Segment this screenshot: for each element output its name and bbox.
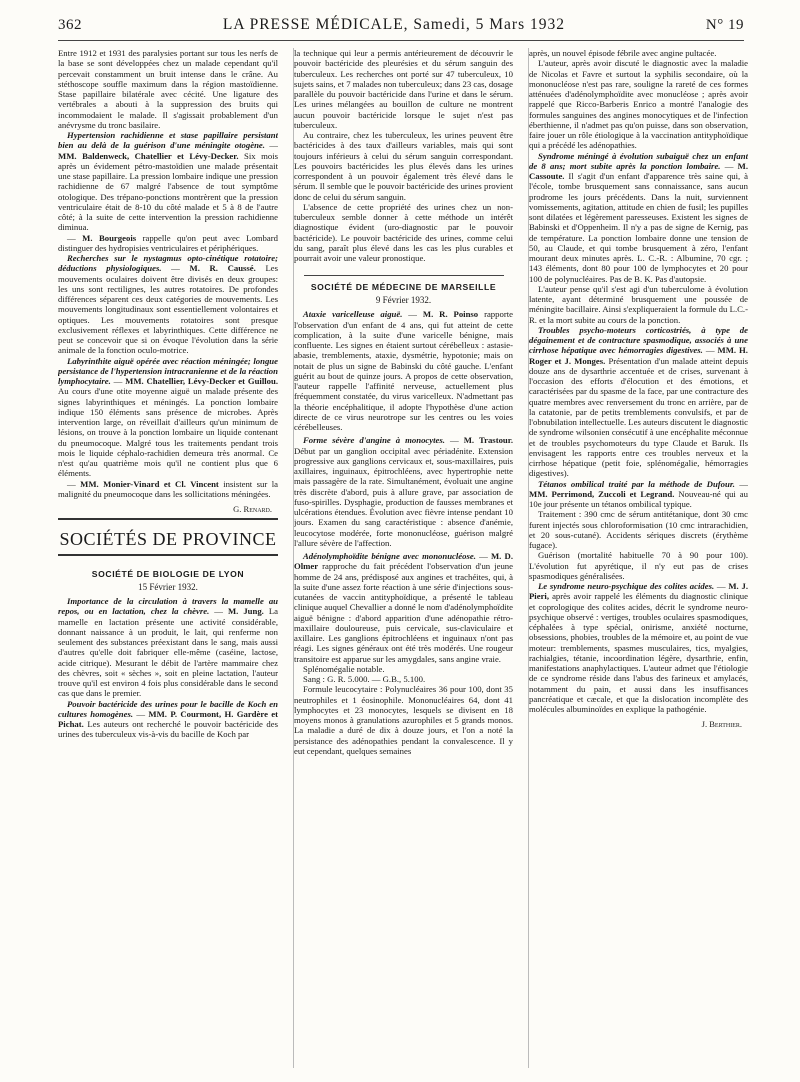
article-text: rapporte l'observation d'un enfant de 4 ans, qui fut atteint de cette complication, à la suite d'une varicelle bénigne, mais confluente. Les signes en étaient surtout cérébelleux : astasie-abasie, tremblements, ataxie, dysmétrie, hypotonie; mais on notait de plus un signe de Babinski du côté gauche. L'enfant guérit au bout de quinze jours. A propos de cette observation, l'auteur rappelle l'affinité nerveuse, actuellement plus fréquemment constatée, du virus varicelleux. N'admettant pas la théorie encéphalitique, il adopte l'hypothèse d'une action directe de ce virus neurotrope sur les centres ou les voies cérébelleuses. — [294, 309, 513, 432]
article-text: Six mois après un évidement pétro-mastoïdien une malade présentait une stase papillaire. La pression lombaire indique une pression rachidienne de 67 malgré l'absence de tout symptôme otologique. Des trépano-ponctions montrèrent que la pression ventriculaire était de 8-10 du côté malade et 5 à 8 de l'autre côté; à la suite de cette intervention la pression rachidienne diminua. — [58, 150, 278, 233]
article-entry: Labyrinthite aiguë opérée avec réaction méningée; longue persistance de l'hypertension intracranienne et de la réaction lymphocytaire. — MM. Chatellier, Lévy-Decker et Guillou. Au cours d'une otite moyenne aiguë un malade présente des signes labyrinthiques et méningés. La ponction lombaire indique 150 éléments sans présence de microbes. Après intervention large, on réveillait d'ailleurs qu'un minimum de lésions, on trouve à la ponction lombaire un liquide contenant du pneumocoque. Malgré tous les traitements pendant trois mois le liquide céphalo-rachidien demeura très anormal. Ce n'est qu'au quatrième mois qu'il ne contient plus que 6 éléments. — [58, 355, 278, 479]
article-entry: Troubles psycho-moteurs corticostriés, à type de dégainement et de contracture spasmodique, associés à une cirrhose hépatique avec hémorragies digestives. — MM. H. Roger et J. Monges. Présentation d'un malade atteint depuis douze ans de dysarthrie accentuée et de crises, survenant à l'occasion des efforts d'élocution et des émotions, et caractérisées par du spasme de la face, par une contracture des quatre membres avec renversement du tronc en arrière, par de la catatonie, par de petits tremblements convulsifs, et par de l'obnubilation intellectuelle. Les auteurs discutent le diagnostic de syndrome wilsonien consécutif à une encéphalite méconnue et de troubles psychomoteurs du type Claude et Baruk. Ils envisagent les rapports entre ces troubles nerveux et la cirrhose hépatique (petit foie, splénomégalie, hémorragies digestives). — [529, 324, 748, 479]
paragraph: la technique qui leur a permis antérieurement de découvrir le pouvoir bactéricide des pleurésies et du sérum sanguin des tuberculeux. Les recherches ont porté sur 47 tuberculeux, 10 sujets sains, et 7 malades non tuberculeux; dans 23 cas, dosage parallèle du pouvoir bactéricide dans l'urine et dans le sérum. Les urines mélangées au bouillon de culture ne montrent aucun pouvoir bactéricide lorsque le sujet n'est pas tuberculeux. — [294, 48, 513, 130]
column-3 — [528, 48, 748, 1068]
discussion-text: insistent sur la malignité du pneumocoque dans les sollicitations méningées. — [58, 478, 278, 499]
article-entry: Ataxie varicelleuse aiguë. — M. R. Poinso rapporte l'observation d'un enfant de 4 ans, qui fut atteint de cette complication, à la suite d'une varicelle bénigne, mais confluente. Les signes en étaient surtout cérébelleux : astasie-abasie, tremblements, ataxie, dysmétrie, hypotonie; mais on notait de plus un signe de Babinski du côté gauche. L'enfant guérit au bout de quinze jours. A propos de cette observation, l'auteur rappelle l'affinité nerveuse, actuellement plus fréquemment constatée, du virus varicelleux. N'admettant pas la théorie encéphalitique, il adopte l'hypothèse d'une action directe de ce virus neurotrope sur les centres ou les voies cérébelleuses. — [294, 309, 513, 432]
article-authors: MM. Baldenweck, Chatellier et Lévy-Decker. — [58, 150, 239, 161]
article-entry: Syndrome méningé à évolution subaiguë chez un enfant de 8 ans; mort subite après la ponction lombaire. — M. Cassoute. Il s'agit d'un enfant d'apparence très saine qui, à l'école, tombe brusquement sans connaissance, sans aucun prodrome les jours précédents. Dans la nuit, surviennent vomissements, agitation, attitude en chien de fusil; les pupilles sont dilatées et légèrement paresseuses. Existent les signes de Babinski et d'Oppenheim. Il n'y a pas de signe de Kernig, pas de température. La ponction lombaire donne une tension de 50, au Claude, et qui tombe brusquement à zéro, l'enfant mourant deux minutes après. L. C.-R. : Albumine, 70 cgr. ; 143 éléments, dont 80 pour 100 de lymphocytes et 20 pour 100 de polynucléaires. Pas de B. K. Pas d'autopsie. — [529, 150, 748, 284]
article-authors: MM. P. Courmont, H. Gardère et Pichat. — [58, 708, 278, 729]
discussion: — M. Bourgeois rappelle qu'on peut avec Lombard distinguer des hydropisies ventriculaires et périphériques. — [58, 232, 278, 253]
article-text: Au cours d'une otite moyenne aiguë un malade présente des signes labyrinthiques et méningés. La ponction lombaire indique 150 éléments sans présence de microbes. Après intervention large, on réveillait d'ailleurs qu'un minimum de lésions, on trouve à la ponction lombaire un liquide contenant du pneumocoque. Malgré tous les traitements pendant trois mois le liquide céphalo-rachidien demeura très anormal. Ce n'est qu'au quatrième mois qu'il ne contient plus que 6 éléments. — [58, 386, 278, 479]
paragraph: Splénomégalie notable. — [303, 663, 385, 674]
paragraph: L'auteur, après avoir discuté le diagnostic avec la maladie de Nicolas et Favre et surtout la syphilis secondaire, où la mononucléose n'est pas rare, souligne la rareté de ces formes atténuées d'adénolymphoïdite avec monucléose ; après avoir rappelé que Ricco-Barberis Enrico a montré l'analogie des formules sanguines des angines monocytiques et de l'infection éberthienne, il n'admet pas qu'on puisse, dans son observation, faire jouer un rôle étiologique à la vaccination antityphoïdique qui a précédé les adénopathies. — [529, 58, 748, 151]
article-authors: M. Trastour. — [463, 435, 513, 446]
article-authors: MM. Perrimond, Zuccoli et Legrand. — [529, 488, 675, 499]
article-title: Forme sévère d'angine à monocytes. — [303, 435, 445, 446]
society-heading-lyon: SOCIÉTÉ DE BIOLOGIE DE LYON — [91, 569, 245, 579]
article-entry: Forme sévère d'angine à monocytes. — M. Trastour. Début par un ganglion occipital avec périadénite. Extension progressive aux ganglions cervicaux et, sous-maxillaires, puis axillaires, inguinaux, épitrochléens, avec hypertrophie nette mais passagère de la rate. Simultanément, évoluait une angine très discrète d'abord, puis à allure grave, par association de fuso-spirilles. Dysphagie, production de fausses membranes et ulcérations étendues. Évolution avec fièvre intense pendant 10 jours. Examen du sang caractéristique : absence d'anémie, leucocytose modérée, forte mononucléose, guérison malgré l'allure sévère de l'affection. — [294, 435, 513, 548]
signature: J. Berthier. — [701, 719, 742, 730]
session-date: 9 Février 1932. — [375, 295, 432, 306]
paragraph: Entre 1912 et 1931 des paralysies portant sur tous les nerfs de la base se sont développées chez un malade cependant qu'il percevait constamment un bruit intense dans le crâne. Au stéthoscope souffle maximum dans la région mastoïdienne. Stase papillaire bilatérale avec cécité. Une ligature des vertébrales a abouti à la suppression des bruits qui incommodaient le malade. Il s'agissait probablement d'un anévrysme du tronc basilaire. — [58, 48, 278, 130]
article-title: Pouvoir bactéricide des urines pour le bacille de Koch en cultures homogènes. — [58, 698, 278, 719]
paragraph: après, un nouvel épisode fébrile avec angine pultacée. — [529, 48, 717, 58]
issue-number: N° 19 — [705, 17, 744, 33]
article-entry: Adénolymphoïdite bénigne avec mononucléose. — M. D. Olmer rapproche du fait précédent l'observation d'un jeune homme de 24 ans, prédisposé aux angines et trachéites, qui, à la suite d'une assez forte réaction à une série d'injections sous-cutanées de vaccin antityphoïdique, a présenté le tableau clinique auquel Chevallier a donné le nom d'adénolymphoïdite aiguë bénigne : d'abord apparition d'une adénopathie rétro-maxillaire douloureuse, puis cervicale, sus-claviculaire et axillaire. Les ganglions épitrochléens et inguinaux n'ont pas réagi. Les signes généraux ont été très modérés. Une rougeur transitoire est apparue sur les amygdales, sans angine vraie. — [294, 551, 513, 664]
article-text: Présentation d'un malade atteint depuis douze ans de dysarthrie accentuée et de crises, survenant à l'occasion des efforts d'élocution et des émotions, et caractérisées par du spasme de la face, par une contracture des quatre membres avec renversement du tronc en arrière, par de la catatonie, par de petits tremblements convulsifs, et par de l'obnubilation intellectuelle. Les auteurs discutent le diagnostic de syndrome wilsonien consécutif à une encéphalite méconnue et de troubles psychomoteurs du type Claude et Baruk. Ils envisagent les rapports entre ces troubles nerveux et la cirrhose hépatique (petit foie, splénomégalie, hémorragies digestives). — [529, 355, 748, 479]
article-title: Tétanos ombilical traité par la méthode de Dufour. — [538, 478, 735, 489]
paragraph: Traitement : 390 cmc de sérum antitétanique, dont 30 cmc furent injectés sous chloroformisation (10 cmc intrarachidien, et 20 sous-cutané). Accidents sériques discrets (érythème fugace). — [529, 509, 748, 550]
double-rule — [58, 554, 278, 559]
article-entry: Recherches sur le nystagmus opto-cinétique rotatoire; déductions physiologiques. — M. R. Caussé. Les mouvements oculaires doivent être divisés en deux groupes: les uns sont rectilignes, les autres rotatoires. De profondes différences séparent ces deux catégories de mouvements. Les mouvements longitudinaux sont essentiellement volontaires et optiques. Les mouvements rotatoires sont presque exclusivement réflexes et labyrinthiques. Cette différence ne peut se concevoir que si on évoque l'évolution dans la série animale de la fonction oculo-motrice. — [58, 253, 278, 356]
article-authors: M. R. Poinso — [422, 309, 479, 320]
column-2 — [293, 48, 513, 1068]
article-authors: M. D. Olmer — [294, 551, 513, 572]
running-header — [58, 16, 744, 38]
section-heading-provinces: SOCIÉTÉS DE PROVINCE — [59, 529, 277, 549]
article-entry: Tétanos ombilical traité par la méthode de Dufour. — MM. Perrimond, Zuccoli et Legrand. Nouveau-né qui au 10e jour présente un tétanos ombilical typique. — [529, 478, 748, 509]
signature: G. Renard. — [233, 504, 272, 514]
discussion-author: M. Bourgeois — [82, 232, 137, 243]
article-title: Importance de la circulation à travers la mamelle au repos, ou en lactation, chez la chèvre. — [58, 596, 278, 617]
discussion-text: rappelle qu'on peut avec Lombard distinguer des hydropisies ventriculaires et périphériques. — [58, 232, 278, 253]
article-columns — [58, 48, 748, 1068]
journal-title: LA PRESSE MÉDICALE, Samedi, 5 Mars 1932 — [222, 16, 566, 33]
article-text: après avoir rappelé les éléments du diagnostic clinique et coprologique des colites acides, décrit le syndrome neuro-psychique observé : vertiges, troubles oculaires spasmodiques, céphalées à type spécial, onirisme, anxiété nocturne, obsessions, phobies, troubles de la mémoire et, au point de vue moteur: tremblements, spasmes musculaires, tics, myalgies, rachialgies, tétanie, incoordination légère, dysarthrie, enfin, manifestations anaphylactiques. L'auteur admet que l'étiologie de ce syndrome réside dans l'abus des farineux et amylacés, notamment du pain, et aussi dans les insuffisances pancréatique et cæcale, et que la dislocation incomplète des molécules albuminoïdes en explique la pathogénie. — [529, 591, 748, 714]
article-authors: MM. Chatellier, Lévy-Decker et Guillou. — [125, 376, 278, 386]
article-authors: M. J. Pieri, — [529, 581, 748, 602]
paragraph: Guérison (mortalité habituelle 70 à 90 pour 100). L'évolution fut apyrétique, il n'y eut pas de crises spasmodiques généralisées. — [529, 550, 748, 581]
article-text: Les auteurs ont recherché le pouvoir bactéricide des urines des tuberculeux vis-à-vis du bacille de Koch par — [58, 719, 278, 740]
paragraph: Formule leucocytaire : Polynucléaires 36 pour 100, dont 35 neutrophiles et 1 éosinophile. Mononucléaires 64, dont 41 lymphocytes et 23 monocytes, lesquels se divisent en 18 moyens monos à granulations azurophiles et 5 grands monos. La maladie a duré de dix à douze jours, et l'on a noté la persistance des adénopathies pendant la convalescence. Il y eut cependant, quelques semaines — [294, 684, 513, 756]
article-entry: Le syndrome neuro-psychique des colites acides. — M. J. Pieri, après avoir rappelé les éléments du diagnostic clinique et coprologique des colites acides, décrit le syndrome neuro-psychique observé : vertiges, troubles oculaires spasmodiques, céphalées à type spécial, onirisme, anxiété nocturne, obsessions, phobies, troubles de la mémoire et, au point de vue moteur: tremblements, spasmes musculaires, tics, myalgies, rachialgies, tétanie, incoordination légère, dysarthrie, enfin, manifestations anaphylactiques. L'auteur admet que l'étiologie de ce syndrome réside dans l'abus des farineux et amylacés, notamment du pain, et aussi dans les insuffisances pancréatique et cæcale, et que la dislocation incomplète des molécules albuminoïdes en explique la pathogénie. — [529, 581, 748, 714]
article-title: Le syndrome neuro-psychique des colites acides. — [538, 581, 715, 591]
article-title: Troubles psycho-moteurs corticostriés, à type de dégainement et de contracture spasmodique, associés à une cirrhose hépatique avec hémorragies digestives. — [529, 324, 748, 356]
article-authors: M. R. Caussé. — [189, 263, 256, 274]
header-rule — [58, 40, 744, 41]
paragraph: L'absence de cette propriété des urines chez un non-tuberculeux semble donner à cette méthode un intérêt diagnostique évident (uro-diagnostic par le pouvoir bactéricide). Le pouvoir bactéricide des urines, comme celui du sang, paraît plus élevé dans les cas les plus curables et pourrait avoir une valeur pronostique. — [294, 201, 513, 263]
paragraph: Au contraire, chez les tuberculeux, les urines peuvent être bactéricides à des taux d'ailleurs variables, mais qui sont toujours inférieurs à celui du sérum sanguin correspondant. Les pouvoirs bactéricides les plus élevés dans les urines correspondent à un pouvoir également très élevé dans le sérum. Il semble que le pouvoir bactéricide des urines provient donc de celui du sérum sanguin. — [294, 130, 513, 202]
article-text: Début par un ganglion occipital avec périadénite. Extension progressive aux ganglions cervicaux et, sous-maxillaires, puis axillaires, inguinaux, épitrochléens, avec hypertrophie nette mais passagère de la rate. Simultanément, évoluait une angine très discrète d'abord, puis à allure grave, par association de fuso-spirilles. Dysphagie, production de fausses membranes et ulcérations étendues. Évolution avec fièvre intense pendant 10 jours. Examen du sang caractéristique : absence d'anémie, leucocytose modérée, forte mononucléose, guérison malgré l'allure sévère de l'affection. — [294, 445, 513, 548]
paragraph: L'auteur pense qu'il s'est agi d'un tuberculome à évolution latente, ayant déterminé brusquement une poussée de méningite bacillaire. Ainsi s'expliqueraient la formule du L.C.-R. et la mort subite au cours de la ponction. — [529, 283, 748, 325]
article-title: Labyrinthite aiguë opérée avec réaction méningée; longue persistance de l'hypertension intracranienne et de la réaction lymphocytaire. — [58, 355, 278, 386]
article-text: Il s'agit d'un enfant d'apparence très saine qui, à l'école, tombe brusquement sans connaissance, sans aucun prodrome les jours précédents. Dans la nuit, surviennent vomissements, agitation, attitude en chien de fusil; les pupilles sont dilatées et légèrement paresseuses. Existent les signes de Babinski et d'Oppenheim. Il n'y a pas de signe de Kernig, pas de température. La ponction lombaire donne une tension de 50, au Claude, et qui tombe brusquement à zéro, l'enfant mourant deux minutes après. L. C.-R. : Albumine, 70 cgr. ; 143 éléments, dont 80 pour 100 de lymphocytes et 20 pour 100 de polynucléaires. Pas de B. K. Pas d'autopsie. — [529, 171, 748, 284]
column-1 — [58, 48, 278, 1068]
article-entry: Importance de la circulation à travers la mamelle au repos, ou en lactation, chez la chèvre. — M. Jung. La mamelle en lactation présente une activité considérable, donnant naissance à un produit, le lait, qui renferme non seulement des substances préexistant dans le sang, mais aussi d'autres qu'elle doit fabriquer elle-même (caséine, lactose, acide citrique). Mesurant le débit de l'artère mammaire chez des chèvres, soit « sèches », soit en pleine lactation, l'auteur trouve qu'il est environ 4 fois plus considérable dans le second cas que dans le premier. — [58, 596, 278, 699]
article-entry: Pouvoir bactéricide des urines pour le bacille de Koch en cultures homogènes. — MM. P. Courmont, H. Gardère et Pichat. Les auteurs ont recherché le pouvoir bactéricide des urines des tuberculeux vis-à-vis du bacille de Koch par — [58, 698, 278, 740]
society-heading-marseille: SOCIÉTÉ DE MÉDECINE DE MARSEILLE — [310, 282, 497, 293]
session-date: 15 Février 1932. — [138, 582, 198, 592]
paragraph: Sang : G. R. 5.000. — G.B., 5.100. — [303, 674, 426, 684]
article-authors: M. Jung. — [227, 606, 264, 617]
page-number: 362 — [58, 17, 82, 33]
article-title: Ataxie varicelleuse aiguë. — [303, 309, 403, 320]
discussion: — MM. Monier-Vinard et Cl. Vincent insistent sur la malignité du pneumocoque dans les sollicitations méningées. — [58, 478, 278, 499]
discussion-author: MM. Monier-Vinard et Cl. Vincent — [80, 478, 219, 489]
article-title: Syndrome méningé à évolution subaiguë chez un enfant de 8 ans; mort subite après la ponction lombaire. — [529, 150, 748, 171]
section-rule — [304, 275, 504, 276]
article-text: Les mouvements oculaires doivent être divisés en deux groupes: les uns sont rectilignes, les autres rotatoires. De profondes différences séparent ces deux catégories de mouvements. Les mouvements longitudinaux sont essentiellement volontaires et optiques. Les mouvements rotatoires sont presque exclusivement réflexes et labyrinthiques. Cette différence ne peut se concevoir que si on évoque l'évolution dans la série animale de la fonction oculo-motrice. — [58, 263, 278, 356]
article-authors: M. Cassoute. — [529, 160, 748, 181]
article-title: Hypertension rachidienne et stase papillaire persistant bien au delà de la guérison d'une méningite otogène. — [58, 130, 278, 151]
article-text: Nouveau-né qui au 10e jour présente un tétanos ombilical typique. — [529, 488, 748, 509]
article-entry: Hypertension rachidienne et stase papillaire persistant bien au delà de la guérison d'une méningite otogène. — MM. Baldenweck, Chatellier et Lévy-Decker. Six mois après un évidement pétro-mastoïdien une malade présentait une stase papillaire. La pression lombaire indique une pression rachidienne de 67 malgré l'absence de tout symptôme otologique. Des trépano-ponctions montrèrent que la pression ventriculaire était de 8-10 du côté malade et 5 à 8 de l'autre côté; à la suite de cette intervention la pression rachidienne diminua. — [58, 130, 278, 233]
article-text: La mamelle en lactation présente une activité considérable, donnant naissance à un produit, le lait, qui renferme non seulement des substances préexistant dans le sang, mais aussi d'autres qu'elle doit fabriquer elle-même (caséine, lactose, acide citrique). Mesurant le débit de l'artère mammaire chez des chèvres, soit « sèches », soit en pleine lactation, l'auteur trouve qu'il est environ 4 fois plus considérable dans le second cas que dans le premier. — [58, 606, 278, 699]
article-title: Adénolymphoïdite bénigne avec mononucléose. — [303, 551, 476, 561]
article-title: Recherches sur le nystagmus opto-cinétique rotatoire; déductions physiologiques. — [58, 253, 278, 274]
double-rule — [58, 518, 278, 523]
article-authors: MM. H. Roger et J. Monges. — [529, 345, 748, 366]
article-text: rapproche du fait précédent l'observation d'un jeune homme de 24 ans, prédisposé aux angines et trachéites, qui, à la suite d'une assez forte réaction à une série d'injections sous-cutanées de vaccin antityphoïdique, a présenté le tableau clinique auquel Chevallier a donné le nom d'adénolymphoïdite aiguë bénigne : d'abord apparition d'une adénopathie rétro-maxillaire douloureuse, puis cervicale, sus-claviculaire et axillaire. Les ganglions épitrochléens et inguinaux n'ont pas réagi. Les signes généraux ont été très modérés. Une rougeur transitoire est apparue sur les amygdales, sans angine vraie. — [294, 561, 513, 664]
